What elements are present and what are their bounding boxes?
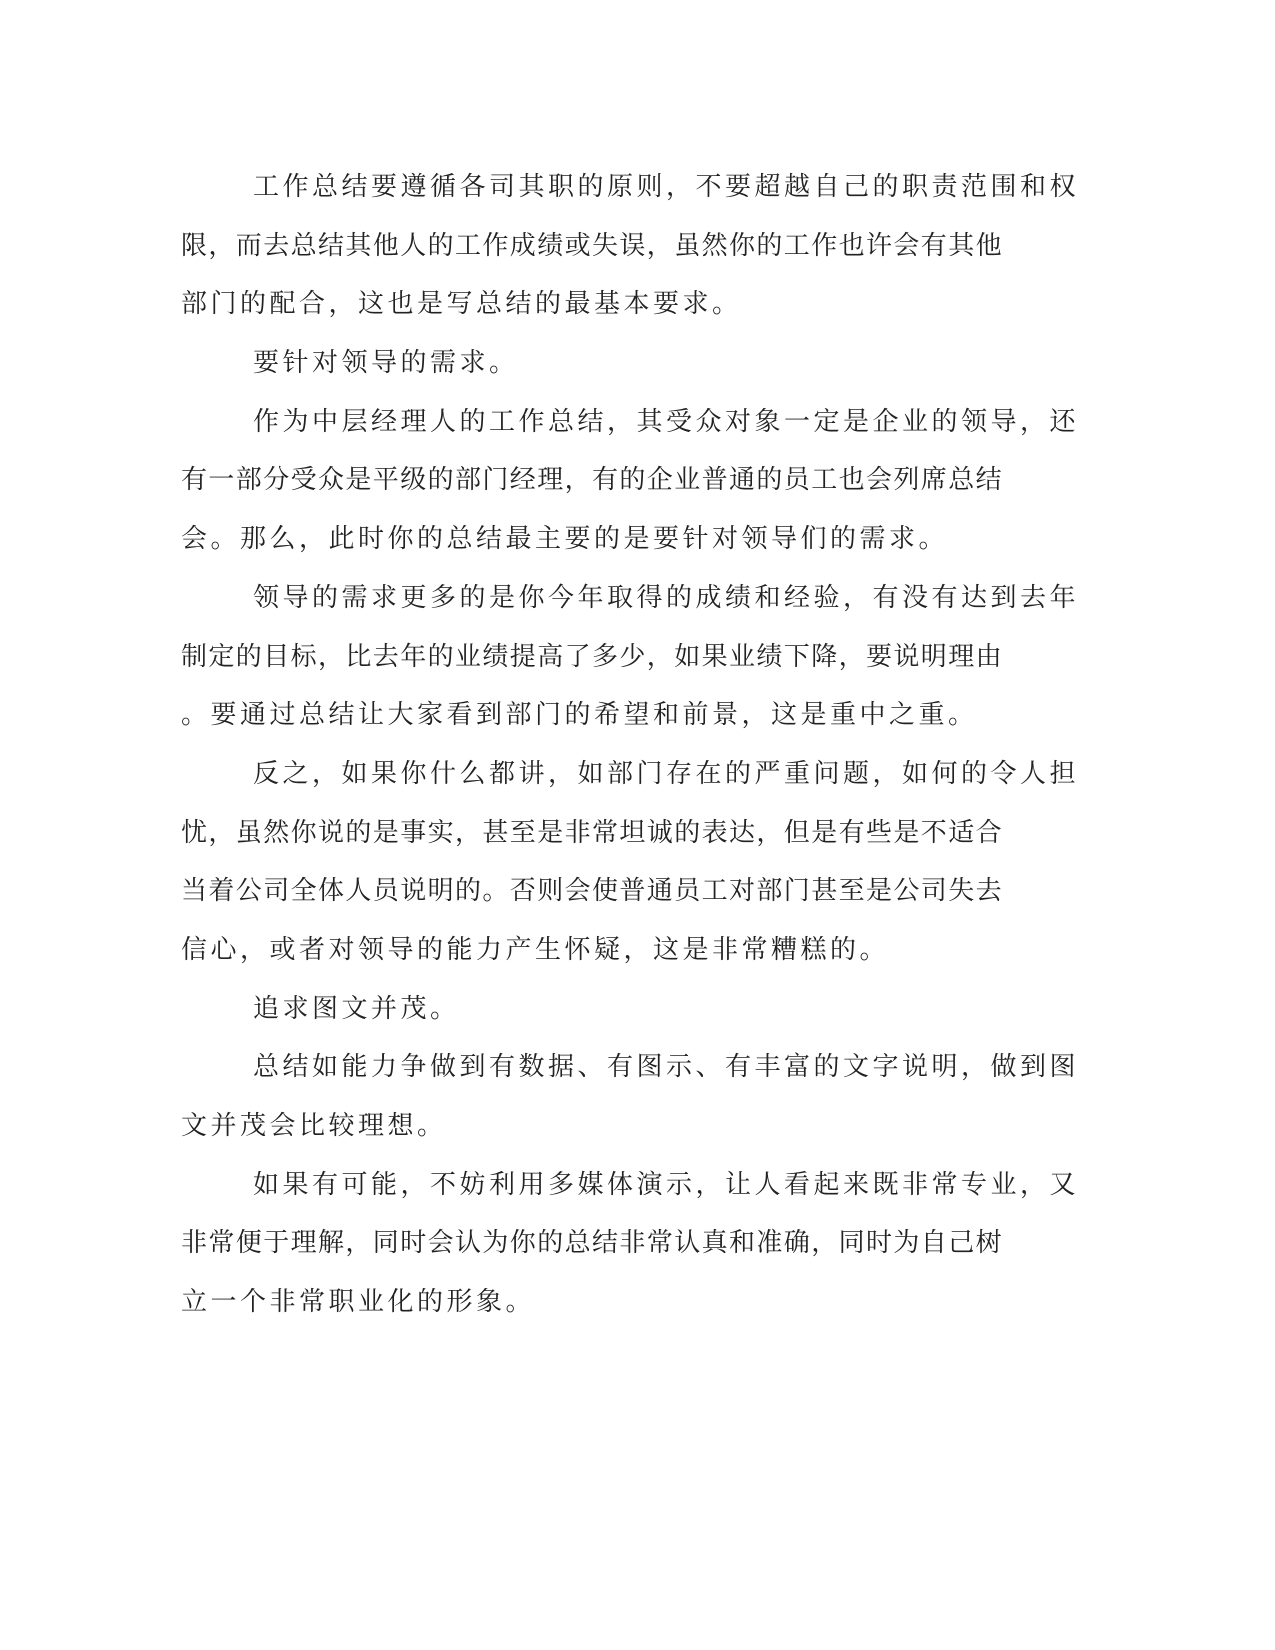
paragraph-6-line-1: 如果有可能，不妨利用多媒体演示，让人看起来既非常专业，又 (253, 1169, 1080, 1200)
paragraph-6-line-2: 非常便于理解，同时会认为你的总结非常认真和准确，同时为自己树 (181, 1228, 1004, 1259)
heading-rich-content: 追求图文并茂。 (253, 993, 460, 1024)
paragraph-5-line-2: 文并茂会比较理想。 (181, 1111, 447, 1141)
paragraph-4-line-3: 当着公司全体人员说明的。否则会使普通员工对部门甚至是公司失去 (181, 876, 1004, 907)
paragraph-4-line-2: 忧，虽然你说的是事实，甚至是非常坦诚的表达，但是有些是不适合 (181, 817, 1004, 848)
paragraph-3-line-2: 制定的目标，比去年的业绩提高了多少，如果业绩下降，要说明理由 (181, 641, 1004, 672)
paragraph-2-line-1: 作为中层经理人的工作总结，其受众对象一定是企业的领导，还 (253, 406, 1080, 437)
paragraph-5-line-1: 总结如能力争做到有数据、有图示、有丰富的文字说明，做到图 (253, 1052, 1080, 1083)
paragraph-2-line-3: 会。那么，此时你的总结最主要的是要针对领导们的需求。 (181, 524, 949, 555)
paragraph-1-line-1: 工作总结要遵循各司其职的原则，不要超越自己的职责范围和权 (253, 172, 1080, 202)
paragraph-1-line-2: 限，而去总结其他人的工作成绩或失误，虽然你的工作也许会有其他 (181, 230, 1004, 261)
paragraph-3-line-1: 领导的需求更多的是你今年取得的成绩和经验，有没有达到去年 (253, 582, 1080, 613)
paragraph-4-line-1: 反之，如果你什么都讲，如部门存在的严重问题，如何的令人担 (253, 758, 1080, 789)
paragraph-1-line-3: 部门的配合，这也是写总结的最基本要求。 (181, 289, 742, 320)
paragraph-6-line-3: 立一个非常职业化的形象。 (181, 1287, 536, 1318)
document-body (181, 158, 1080, 1332)
paragraph-3-line-3: 。要通过总结让大家看到部门的希望和前景，这是重中之重。 (181, 700, 978, 731)
paragraph-4-line-4: 信心，或者对领导的能力产生怀疑，这是非常糟糕的。 (181, 934, 890, 965)
heading-leader-needs: 要针对领导的需求。 (253, 348, 519, 379)
paragraph-2-line-2: 有一部分受众是平级的部门经理，有的企业普通的员工也会列席总结 (181, 465, 1004, 496)
